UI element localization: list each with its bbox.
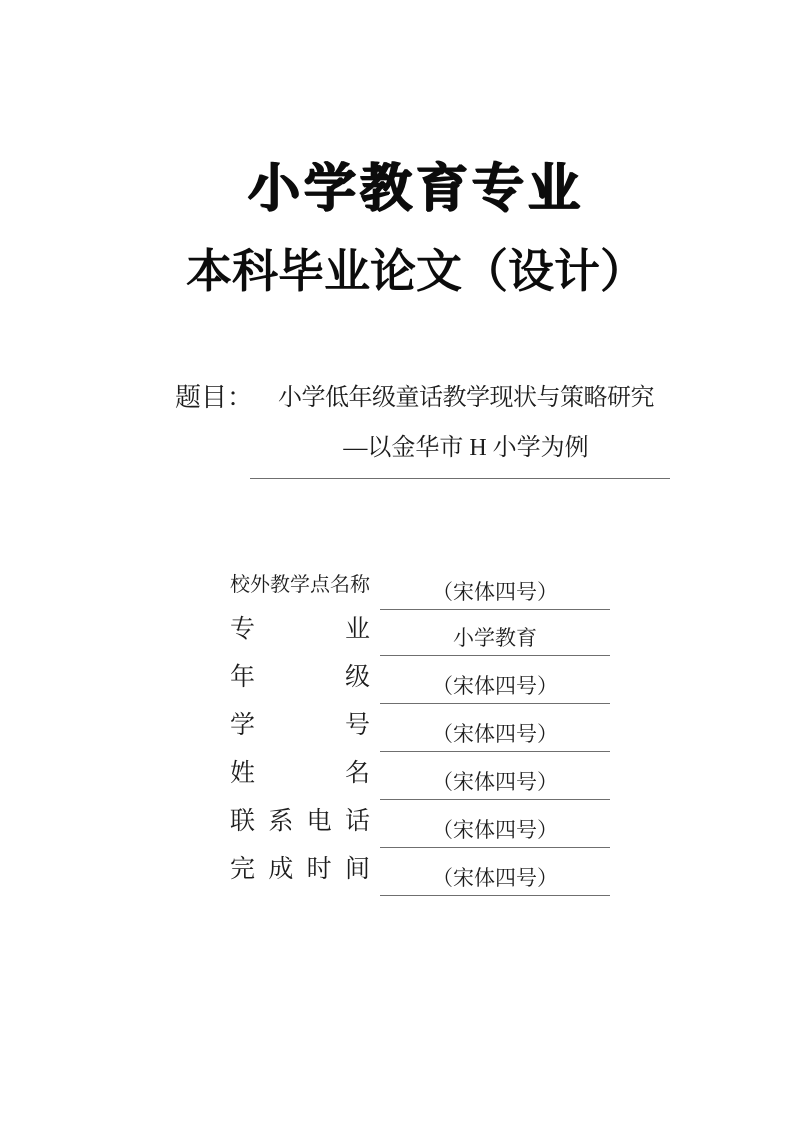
form-row-grade: [230, 664, 610, 704]
topic-underline: [250, 478, 670, 479]
field-label-teaching-site: 校外教学点名称: [230, 574, 370, 596]
field-label-student-id: 学号: [230, 712, 370, 739]
topic-section: [175, 383, 735, 493]
field-label-phone: 联系电话: [230, 808, 370, 835]
topic-label: 题目：: [175, 383, 254, 412]
student-info-form: [230, 570, 670, 910]
thesis-title: 小学低年级童话教学现状与策略研究: [278, 385, 654, 411]
form-row-major: [230, 616, 610, 656]
field-value-grade: （宋体四号）: [380, 664, 610, 704]
form-row-student-id: [230, 712, 610, 752]
field-value-completion-date: （宋体四号）: [380, 856, 610, 896]
program-title: 小学教育专业: [247, 160, 584, 218]
document-type-title: 本科毕业论文（设计）: [186, 245, 646, 297]
form-row-teaching-site: [230, 570, 610, 610]
field-label-completion-date: 完成时间: [230, 856, 370, 883]
thesis-subtitle: —以金华市 H 小学为例: [343, 435, 589, 461]
form-row-phone: [230, 808, 610, 848]
field-label-grade: 年级: [230, 664, 370, 691]
topic-lines: [275, 383, 657, 462]
form-row-completion-date: [230, 856, 610, 896]
field-label-name: 姓名: [230, 760, 370, 787]
form-row-name: [230, 760, 610, 800]
field-value-student-id: （宋体四号）: [380, 712, 610, 752]
field-label-major: 专业: [230, 616, 370, 643]
field-value-phone: （宋体四号）: [380, 808, 610, 848]
field-value-major: 小学教育: [380, 616, 610, 656]
field-value-teaching-site: （宋体四号）: [380, 570, 610, 610]
field-value-name: （宋体四号）: [380, 760, 610, 800]
